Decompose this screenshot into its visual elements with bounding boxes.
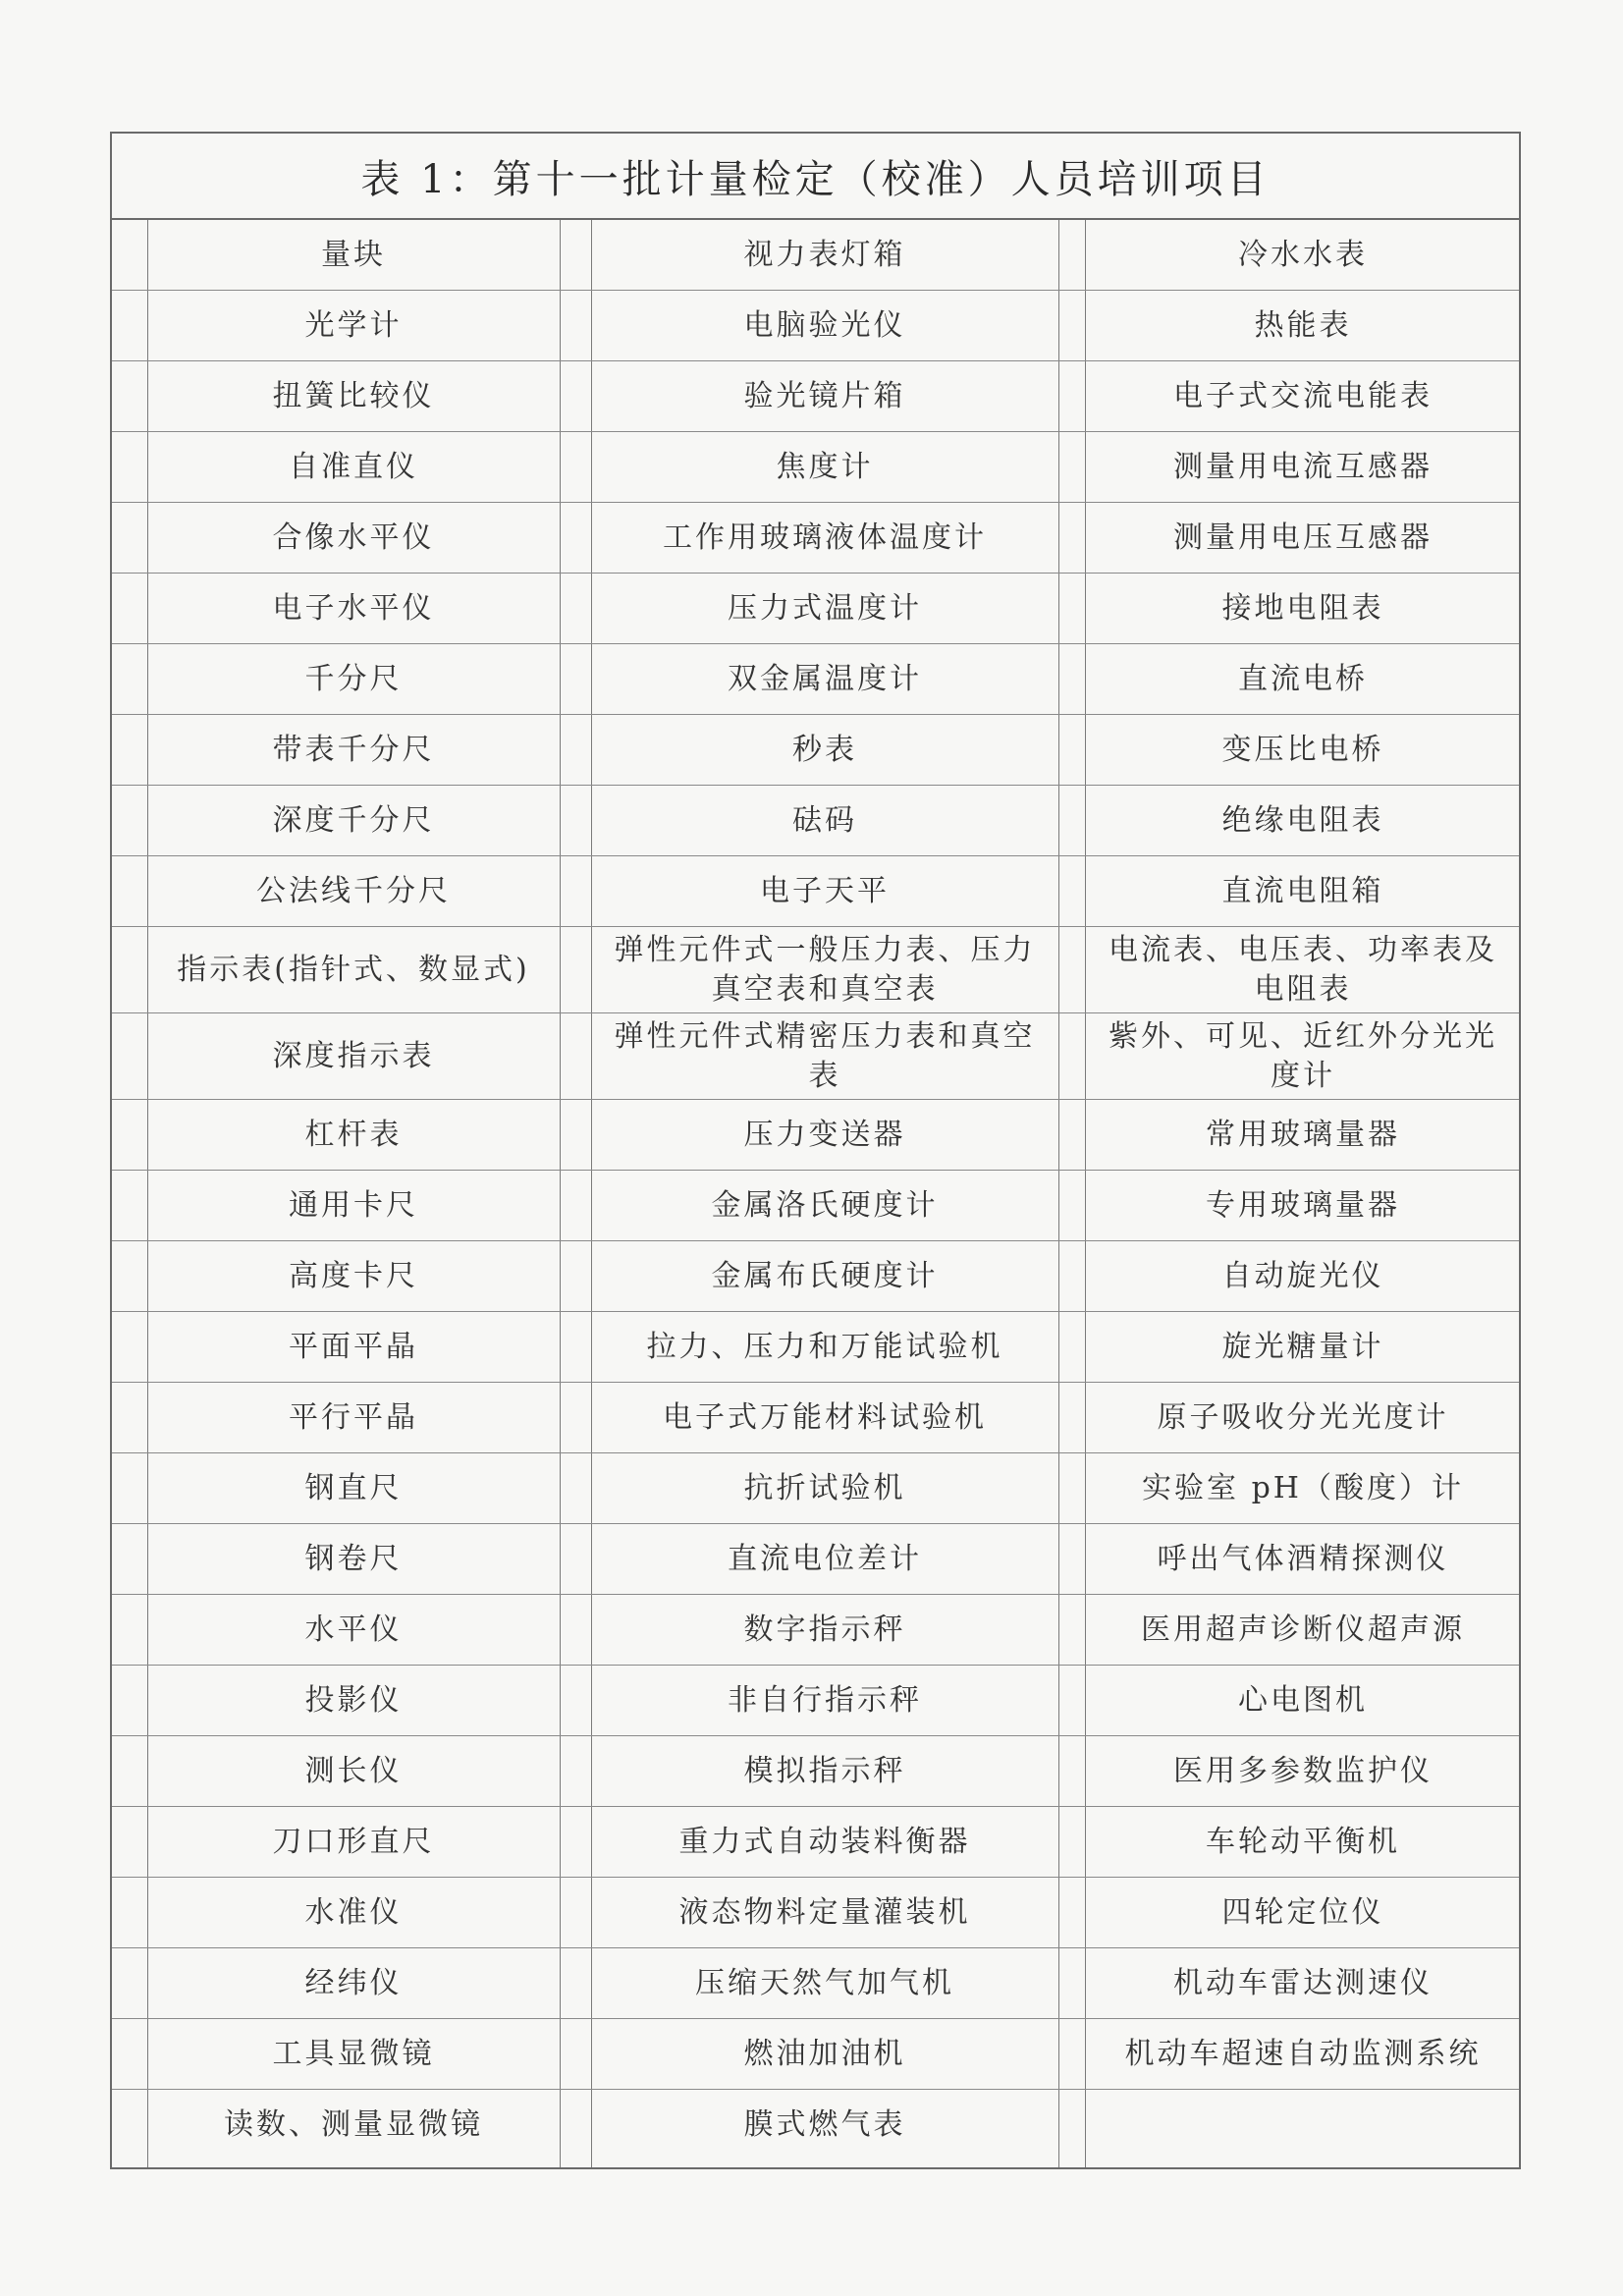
table-title: 表 1：第十一批计量检定（校准）人员培训项目	[360, 156, 1271, 202]
table-row	[112, 1524, 1519, 1595]
table-row	[112, 1013, 1519, 1100]
table-row	[112, 786, 1519, 856]
table-cell: 测长仪	[304, 1753, 403, 1788]
table-cell: 医用超声诊断仪超声源	[1141, 1612, 1465, 1647]
table-cell: 钢卷尺	[304, 1541, 403, 1576]
table-cell: 直流电位差计	[728, 1541, 922, 1576]
training-items-table	[110, 132, 1521, 2169]
table-row	[112, 574, 1519, 644]
table-cell: 读数、测量显微镜	[224, 2107, 483, 2142]
table-cell: 千分尺	[304, 661, 403, 696]
table-cell: 通用卡尺	[289, 1187, 418, 1223]
table-cell: 绝缘电阻表	[1221, 802, 1384, 838]
table-cell: 秒表	[792, 732, 857, 767]
table-cell: 弹性元件式精密压力表和真空表	[614, 1018, 1036, 1093]
table-cell: 膜式燃气表	[743, 2107, 906, 2142]
table-cell: 高度卡尺	[289, 1258, 418, 1293]
table-cell: 深度指示表	[272, 1038, 435, 1073]
table-row	[112, 1878, 1519, 1948]
table-cell: 测量用电流互感器	[1173, 449, 1433, 484]
table-cell: 砝码	[792, 802, 857, 838]
table-row	[112, 927, 1519, 1013]
table-cell: 燃油加油机	[743, 2036, 906, 2071]
table-cell: 变压比电桥	[1221, 732, 1384, 767]
table-cell: 公法线千分尺	[256, 873, 451, 908]
table-cell: 压力式温度计	[728, 590, 922, 626]
table-cell: 合像水平仪	[272, 519, 435, 555]
table-cell: 量块	[321, 237, 386, 272]
table-cell: 常用玻璃量器	[1206, 1117, 1400, 1152]
table-cell	[1085, 2090, 1521, 2160]
table-row	[112, 1807, 1519, 1878]
table-row	[112, 1453, 1519, 1524]
table-cell: 工具显微镜	[272, 2036, 435, 2071]
table-cell: 深度千分尺	[272, 802, 435, 838]
table-cell: 实验室 pH（酸度）计	[1142, 1470, 1464, 1505]
table-cell: 电子式万能材料试验机	[663, 1399, 987, 1435]
table-cell: 金属布氏硬度计	[711, 1258, 939, 1293]
table-cell: 投影仪	[304, 1682, 403, 1718]
table-cell: 液态物料定量灌装机	[678, 1894, 971, 1930]
table-cell: 压力变送器	[743, 1117, 906, 1152]
table-row	[112, 1100, 1519, 1171]
table-cell: 原子吸收分光光度计	[1157, 1399, 1449, 1435]
table-cell: 直流电桥	[1238, 661, 1368, 696]
table-grid	[112, 220, 1519, 2167]
table-cell: 压缩天然气加气机	[695, 1965, 954, 2000]
table-cell: 机动车雷达测速仪	[1173, 1965, 1433, 2000]
table-cell: 杠杆表	[304, 1117, 403, 1152]
table-cell: 电脑验光仪	[743, 307, 906, 343]
table-cell: 旋光糖量计	[1221, 1329, 1384, 1364]
table-cell: 抗折试验机	[743, 1470, 906, 1505]
table-cell: 带表千分尺	[272, 732, 435, 767]
table-row	[112, 1383, 1519, 1453]
table-cell: 钢直尺	[304, 1470, 403, 1505]
table-cell: 紫外、可见、近红外分光光度计	[1109, 1018, 1497, 1093]
table-cell: 自准直仪	[289, 449, 418, 484]
table-cell: 呼出气体酒精探测仪	[1157, 1541, 1449, 1576]
table-row	[112, 856, 1519, 927]
table-cell: 扭簧比较仪	[272, 378, 435, 413]
table-row	[112, 1948, 1519, 2019]
table-cell: 平行平晶	[289, 1399, 418, 1435]
table-row	[112, 715, 1519, 786]
table-cell: 模拟指示秤	[743, 1753, 906, 1788]
table-cell: 电子式交流电能表	[1173, 378, 1433, 413]
table-cell: 自动旋光仪	[1221, 1258, 1384, 1293]
table-cell: 工作用玻璃液体温度计	[663, 519, 987, 555]
table-cell: 四轮定位仪	[1221, 1894, 1384, 1930]
table-cell: 指示表(指针式、数显式)	[177, 952, 530, 987]
table-row	[112, 1241, 1519, 1312]
table-cell: 电子水平仪	[272, 590, 435, 626]
table-row	[112, 503, 1519, 574]
table-row	[112, 432, 1519, 503]
table-cell: 测量用电压互感器	[1173, 519, 1433, 555]
table-cell: 金属洛氏硬度计	[711, 1187, 939, 1223]
table-cell: 心电图机	[1238, 1682, 1368, 1718]
table-row	[112, 2019, 1519, 2090]
table-row	[112, 644, 1519, 715]
table-row	[112, 1171, 1519, 1241]
table-title-row	[112, 134, 1519, 220]
table-cell: 焦度计	[776, 449, 874, 484]
table-cell: 刀口形直尺	[272, 1824, 435, 1859]
table-cell: 冷水水表	[1238, 237, 1368, 272]
table-cell: 重力式自动装料衡器	[678, 1824, 971, 1859]
table-row	[112, 1312, 1519, 1383]
table-cell: 专用玻璃量器	[1206, 1187, 1400, 1223]
table-cell: 双金属温度计	[728, 661, 922, 696]
table-row	[112, 291, 1519, 361]
table-cell: 视力表灯箱	[743, 237, 906, 272]
table-cell: 水准仪	[304, 1894, 403, 1930]
table-row	[112, 1595, 1519, 1666]
table-cell: 直流电阻箱	[1221, 873, 1384, 908]
table-cell: 热能表	[1254, 307, 1352, 343]
table-cell: 平面平晶	[289, 1329, 418, 1364]
table-row	[112, 2090, 1519, 2160]
table-cell: 车轮动平衡机	[1206, 1824, 1400, 1859]
table-row	[112, 361, 1519, 432]
table-cell: 拉力、压力和万能试验机	[646, 1329, 1003, 1364]
table-cell: 电子天平	[760, 873, 890, 908]
table-cell: 非自行指示秤	[728, 1682, 922, 1718]
table-cell: 验光镜片箱	[743, 378, 906, 413]
table-cell: 电流表、电压表、功率表及电阻表	[1109, 932, 1497, 1007]
table-row	[112, 220, 1519, 291]
table-cell: 医用多参数监护仪	[1173, 1753, 1433, 1788]
table-cell: 机动车超速自动监测系统	[1124, 2036, 1482, 2071]
table-cell: 经纬仪	[304, 1965, 403, 2000]
table-cell: 光学计	[304, 307, 403, 343]
table-cell: 接地电阻表	[1221, 590, 1384, 626]
table-cell: 水平仪	[304, 1612, 403, 1647]
table-cell: 弹性元件式一般压力表、压力真空表和真空表	[614, 932, 1036, 1007]
table-row	[112, 1666, 1519, 1736]
table-row	[112, 1736, 1519, 1807]
table-cell: 数字指示秤	[743, 1612, 906, 1647]
